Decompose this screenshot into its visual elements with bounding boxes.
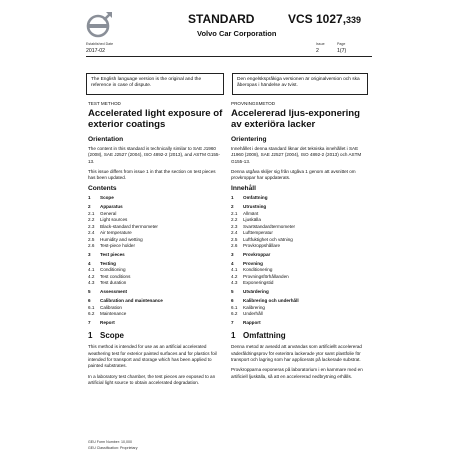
toc-item-number: 1 — [88, 195, 91, 201]
toc-item-label: Lufttemperatur — [243, 230, 273, 236]
orientation-heading: Orientation — [88, 136, 124, 143]
column-english — [88, 101, 224, 390]
toc-item — [88, 311, 224, 317]
toc-item — [88, 243, 224, 249]
orientation-paragraph-2: Denna utgåva skiljer sig från utgåva 1 genom att avsnittet om provkroppar har uppdaterats. — [231, 168, 356, 181]
scope-heading — [231, 331, 367, 340]
toc-item-label: Ljuskälla — [243, 217, 261, 223]
scope-paragraph-1: This method is intended for use as an artificial accelerated weathering test for exterior painted surfaces and for plastics foil intended for transport and storage which has been applied to painted substrates. — [88, 344, 217, 369]
notice-en: The English language version is the original and the reference in case of dispute. — [86, 73, 224, 95]
established-label: Established Date — [86, 42, 114, 46]
toc-item-number: 2.5 — [88, 236, 95, 242]
toc-item-label: Maintenance — [100, 310, 127, 316]
page-value: 1(7) — [337, 48, 347, 54]
issue-label: Issue — [316, 42, 325, 46]
toc-item-number: 4.3 — [231, 280, 238, 286]
toc-item-label: Omfattning — [243, 195, 268, 201]
table-of-contents — [88, 195, 224, 326]
toc-item-number: 4.2 — [88, 273, 95, 279]
toc-item-label: Provning — [243, 260, 263, 266]
toc-item-number: 2.5 — [231, 236, 238, 242]
scope-number: 1 — [231, 331, 236, 341]
toc-item-number: 3 — [231, 251, 234, 257]
scope-title: Omfattning — [243, 331, 286, 341]
method-label: PROVNINGSMETOD — [231, 101, 276, 106]
toc-item-label: Test-piece holder — [100, 242, 135, 248]
toc-item-label: Calibration and maintenance — [100, 298, 163, 304]
toc-item — [231, 289, 367, 295]
toc-item-label: Kalibrering och underhåll — [243, 298, 299, 304]
toc-item-label: Luftfuktighet och vätning — [243, 236, 293, 242]
toc-item-number: 4 — [88, 260, 91, 266]
column-swedish — [231, 101, 367, 384]
toc-item-number: 4.3 — [88, 280, 95, 286]
scope-paragraph-2: Provkropparna exponeras på laboratorium i en kammare med en artificiell ljuskälla, så att en accelererad nedbrytning erhålls. — [231, 367, 363, 379]
toc-item-number: 2.2 — [88, 217, 95, 223]
footer-form-number: GEU Form Number: 10,000 — [88, 440, 132, 444]
toc-item-label: Humidity and wetting — [100, 236, 143, 242]
toc-item-number: 2.6 — [88, 242, 95, 248]
toc-item-label: Air temperature — [100, 230, 132, 236]
toc-item-label: Utvärdering — [243, 289, 269, 295]
toc-item-number: 2.4 — [88, 230, 95, 236]
issue-value: 2 — [316, 48, 319, 54]
toc-item-label: Kalibrering — [243, 304, 265, 310]
toc-item-label: Test conditions — [100, 273, 131, 279]
notice-sv: Den engelskspråkiga versionen är originalversion och ska åberopas i händelse av tvist. — [232, 73, 368, 95]
scope-paragraph-1: Denna metod är avsedd att användas som artificiellt accelererad väderåldringsprov för exteriöra lackerade ytor samt plastfolie för transport och lagring som har applicerats på lackerade substrat. — [231, 344, 362, 362]
toc-item-label: Svartstandardtermometer — [243, 223, 296, 229]
toc-item-number: 5 — [88, 289, 91, 295]
contents-heading: Contents — [88, 185, 117, 193]
toc-item-label: Testing — [100, 260, 116, 266]
toc-item-number: 7 — [231, 319, 234, 325]
toc-item — [231, 280, 367, 286]
toc-item-label: Test pieces — [100, 251, 125, 257]
toc-item-number: 2.1 — [88, 210, 95, 216]
orientation-heading: Orientering — [231, 136, 267, 143]
toc-item-label: Allmänt — [243, 210, 259, 216]
footer-classification: GEU Classification: Proprietary — [88, 446, 138, 450]
toc-item-label: Rapport — [243, 319, 261, 325]
orientation-paragraph-1: The content in this standard is technically similar to SAE J1960 (2008), SAE J2527 (2004), ISO 4892-2 (2013), and ASTM G155-13. — [88, 146, 221, 164]
toc-item-label: Calibration — [100, 304, 122, 310]
toc-item-label: Konditionering — [243, 267, 273, 273]
toc-item-number: 6.1 — [231, 304, 238, 310]
toc-item-label: Provkroppar — [243, 251, 271, 257]
table-of-contents — [231, 195, 367, 326]
toc-item — [231, 311, 367, 317]
toc-item-label: Assessment — [100, 289, 128, 295]
toc-item-number: 4.2 — [231, 273, 238, 279]
toc-item-label: Report — [100, 319, 115, 325]
document-number: VCS 1027,339 — [288, 12, 362, 26]
document-title: Accelerated light exposure of exterior coatings — [88, 108, 223, 130]
toc-item-label: Exponeringstid — [243, 280, 274, 286]
scope-paragraph-2: In a laboratory test chamber, the test pieces are exposed to an artificial light source to obtain accelerated degradation. — [88, 373, 216, 385]
toc-item-number: 6.2 — [231, 310, 238, 316]
toc-item-label: Underhåll — [243, 310, 263, 316]
established-value: 2017-02 — [86, 48, 106, 54]
toc-item-label: Utrustning — [243, 204, 267, 210]
toc-item-number: 6 — [231, 298, 234, 304]
page-label: Page — [337, 42, 346, 46]
method-label: TEST METHOD — [88, 101, 121, 106]
toc-item-number: 2.6 — [231, 242, 238, 248]
scope-heading — [88, 331, 224, 340]
toc-item — [88, 195, 224, 201]
orientation-paragraph-2: This issue differs from issue 1 in that the section on test pieces has been updated. — [88, 168, 216, 181]
toc-item-number: 2.1 — [231, 210, 238, 216]
toc-item-label: Apparatus — [100, 204, 123, 210]
toc-item-number: 2 — [231, 204, 234, 210]
toc-item — [231, 252, 367, 258]
toc-item — [231, 243, 367, 249]
scope-title: Scope — [100, 331, 125, 341]
toc-item-number: 4.1 — [88, 267, 95, 273]
toc-item-number: 7 — [88, 319, 91, 325]
toc-item-number: 3 — [88, 251, 91, 257]
toc-item — [88, 280, 224, 286]
toc-item-number: 6 — [88, 298, 91, 304]
toc-item-number: 6.2 — [88, 310, 95, 316]
toc-item — [88, 252, 224, 258]
toc-item-label: Black-standard thermometer — [100, 223, 158, 229]
document-number-sub: 339 — [346, 15, 362, 25]
toc-item-number: 2.3 — [231, 223, 238, 229]
toc-item-number: 4 — [231, 260, 234, 266]
toc-item-label: Light sources — [100, 217, 128, 223]
toc-item-label: Provningsförhållanden — [243, 273, 289, 279]
scope-number: 1 — [88, 331, 93, 341]
toc-item-number: 4.1 — [231, 267, 238, 273]
toc-item — [88, 320, 224, 326]
document-title: Accelererad ljus-exponering av exteriöra lacker — [231, 108, 361, 130]
toc-item-number: 2.2 — [231, 217, 238, 223]
toc-item-number: 6.1 — [88, 304, 95, 310]
toc-item — [88, 289, 224, 295]
toc-item — [231, 320, 367, 326]
toc-item-number: 1 — [231, 195, 234, 201]
document-type: STANDARD — [188, 12, 255, 26]
toc-item-label: Provkroppshållare — [243, 242, 281, 248]
toc-item-number: 2.4 — [231, 230, 238, 236]
contents-heading: Innehåll — [231, 185, 256, 193]
company-name: Volvo Car Corporation — [197, 29, 277, 38]
toc-item-label: General — [100, 210, 117, 216]
toc-item-number: 2 — [88, 204, 91, 210]
orientation-paragraph-1: Innehållet i denna standard liknar det tekniska innehållet i SAE J1960 (2008), SAE J2527 (2004), ISO 4892-2 (2013) och ASTM G155-13. — [231, 146, 362, 164]
toc-item-number: 2.3 — [88, 223, 95, 229]
toc-item-number: 5 — [231, 289, 234, 295]
header-divider — [86, 56, 372, 57]
toc-item — [231, 195, 367, 201]
toc-item-label: Test duration — [100, 280, 127, 286]
volvo-iron-mark-icon — [84, 10, 114, 40]
toc-item-label: Conditioning — [100, 267, 126, 273]
toc-item-label: Scope — [100, 195, 114, 201]
